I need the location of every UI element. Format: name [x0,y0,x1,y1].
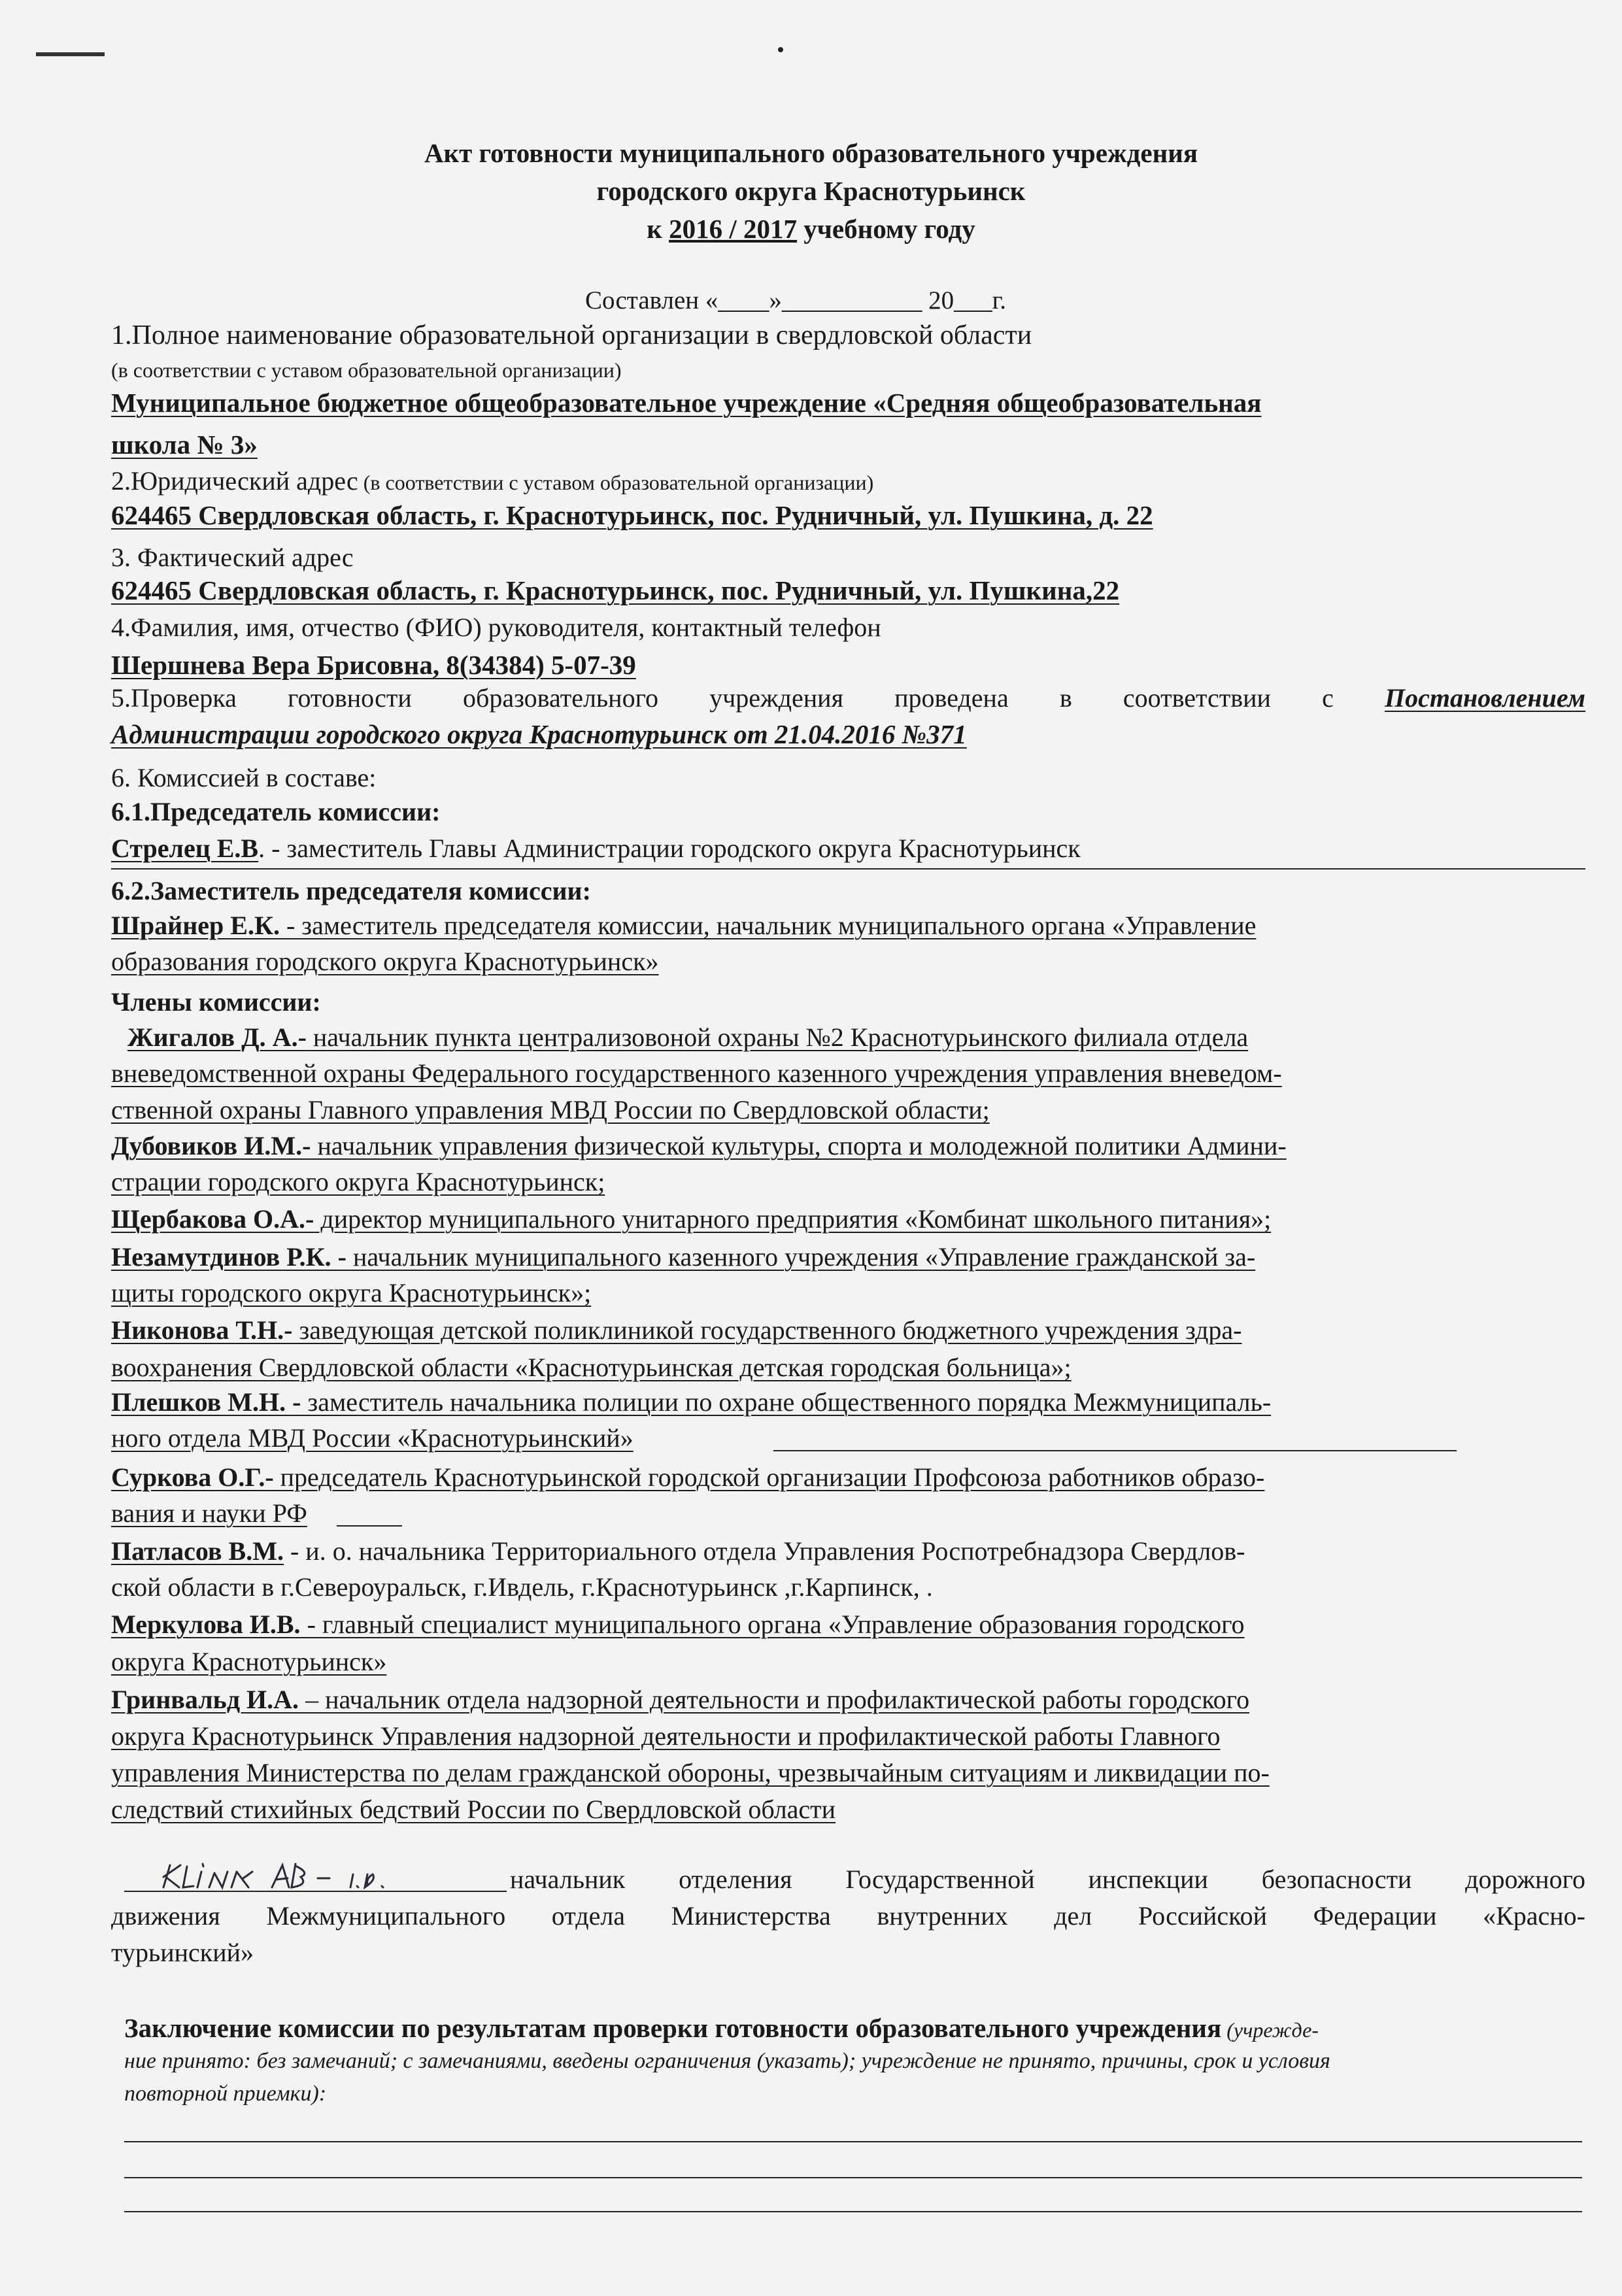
scan-mark [36,52,105,56]
member-10-line-4: следствий стихийных бедствий России по Свердловской области [111,1795,836,1824]
s5-line-1 [111,685,1585,711]
member-1-line-1: Жигалов Д. А.- начальник пункта централизовоной охраны №2 Краснотурьинского филиала отдела [127,1022,1249,1052]
member-11-line-2: движения Межмуниципального отдела Министерства внутренних дел Российской Федерации «Красно- [111,1901,1585,1931]
s1-value-2: школа № 3» [111,430,258,460]
member-4-name: Незамутдинов Р.К. - [111,1242,346,1272]
s4-label: 4.Фамилия, имя, отчество (ФИО) руководителя, контактный телефон [111,613,881,642]
school-year: 2016 / 2017 [669,214,798,244]
conclusion-note-2: ние принято: без замечаний; с замечаниями, введены ограничения (указать); учреждение не принято, причины, срок и условия [124,2049,1330,2073]
member-9-line-2: округа Краснотурьинск» [111,1647,387,1676]
member-5-line-1: Никонова Т.Н.- заведующая детской поликлиникой государственного бюджетного учреждения здра- [111,1315,1242,1345]
member-8-line-2: ской области в г.Североуральск, г.Ивдель, г.Краснотурьинск ,г.Карпинск, . [111,1572,933,1602]
member-1-name: Жигалов Д. А.- [127,1022,307,1052]
conclusion-rule-1 [124,2141,1582,2142]
deputy-name: Шрайнер Е.К. [111,911,280,940]
chair-rule [111,868,1585,869]
member-10-line-2: округа Краснотурьинск Управления надзорной деятельности и профилактической работы Главного [111,1721,1221,1751]
conclusion-note-1: (учрежде- [1221,2018,1319,2042]
s5-value-2: Администрации городского округа Краснотурьинск от 21.04.2016 №371 [111,719,967,749]
member-6-name: Плешков М.Н. - [111,1387,301,1417]
s61-label: 6.1.Председатель комиссии: [111,797,441,826]
member-10-name: Гринвальд И.А. [111,1685,299,1714]
member-3-name: Щербакова О.А.- [111,1204,314,1234]
member-2-name: Дубовиков И.М.- [111,1131,311,1160]
member-1-line-2: вневедомственной охраны Федерального государственного казенного учреждения управления вневедом- [111,1058,1282,1088]
scan-dot [778,47,783,52]
deputy-line-1 [111,913,1256,939]
conclusion-rule-2 [124,2177,1582,2178]
member-10-line-1: Гринвальд И.А. – начальник отдела надзорной деятельности и профилактической работы городского [111,1685,1250,1714]
member-6-rule [773,1450,1457,1451]
conclusion-label: Заключение комиссии по результатам проверки готовности образовательного учреждения [124,2013,1222,2043]
s5-label: 5.Проверка готовности образовательного учреждения проведена в соответствии с [111,683,1385,713]
s2-note: (в соответствии с уставом образовательной организации) [358,471,874,494]
conclusion-note-3: повторной приемки): [124,2082,327,2106]
s6-label: 6. Комиссией в составе: [111,763,377,792]
member-4-line-2: щиты городского округа Краснотурьинск»; [111,1278,592,1308]
deputy-text-1: - заместитель председателя комиссии, начальник муниципального органа «Управление [279,911,1257,940]
s2-label-line [111,468,873,494]
member-11-line-1: начальник отделения Государственной инспекции безопасности дорожного [510,1865,1585,1894]
member-9-name: Меркулова И.В. [111,1610,301,1639]
s2-value: 624465 Свердловская область, г. Краснотурьинск, пос. Рудничный, ул. Пушкина, д. 22 [111,500,1153,530]
s62-label: 6.2.Заместитель председателя комиссии: [111,876,591,905]
member-7-name: Суркова О.Г.- [111,1462,274,1492]
member-5-name: Никонова Т.Н.- [111,1315,293,1345]
s1-label: 1.Полное наименование образовательной организации в свердловской области [111,320,1032,350]
handwritten-signature [124,1859,507,1897]
title-line-2: городского округа Краснотурьинск [596,176,1026,206]
member-8-line-1: Патласов В.М. - и. о. начальника Территориального отдела Управления Роспотребнадзора Свердлов- [111,1536,1245,1566]
members-label: Члены комиссии: [111,987,321,1017]
s1-value-1: Муниципальное бюджетное общеобразовательное учреждение «Средняя общеобразовательная [111,388,1262,418]
member-2-line-1: Дубовиков И.М.- начальник управления физической культуры, спорта и молодежной политики Админи- [111,1131,1287,1160]
member-3-line-1: Щербакова О.А.- директор муниципального унитарного предприятия «Комбинат школьного питания»; [111,1204,1272,1234]
s1-note: (в соответствии с уставом образовательной организации) [111,358,622,382]
chair-line [111,836,1081,862]
member-1-line-3: ственной охраны Главного управления МВД России по Свердловской области; [111,1095,990,1124]
s3-value: 624465 Свердловская область, г. Краснотурьинск, пос. Рудничный, ул. Пушкина,22 [111,575,1120,605]
deputy-line-2: образования городского округа Краснотурьинск» [111,947,659,976]
member-7-rule [337,1525,402,1527]
title-line-1: Акт готовности муниципального образовательного учреждения [424,138,1198,168]
title-line-3 [0,213,1622,245]
title-suffix: учебному году [797,214,975,244]
compiled-date: Составлен «____»___________ 20___г. [585,286,1007,314]
member-6-line-2: ного отдела МВД России «Краснотурьинский» [111,1423,634,1453]
title-prefix: к [647,214,669,244]
chair-name: Стрелец Е.В [111,834,259,863]
member-11-line-3: турьинский» [111,1938,254,1967]
s5-value-1: Постановлением [1385,683,1585,713]
s3-label: 3. Фактический адрес [111,543,354,572]
chair-text: . - заместитель Главы Администрации городского округа Краснотурьинск [258,834,1081,863]
conclusion-rule-3 [124,2211,1582,2212]
member-8-name: Патласов В.М. [111,1536,284,1566]
member-7-line-1: Суркова О.Г.- председатель Краснотурьинской городской организации Профсоюза работников образо- [111,1462,1265,1492]
s4-value: Шершнева Вера Брисовна, 8(34384) 5-07-39 [111,650,636,680]
member-2-line-2: страции городского округа Краснотурьинск; [111,1167,605,1196]
conclusion-line-1 [124,2015,1319,2042]
member-10-line-3: управления Министерства по делам гражданской обороны, чрезвычайным ситуациям и ликвидации по- [111,1758,1270,1787]
member-9-line-1: Меркулова И.В. - главный специалист муниципального органа «Управление образования городского [111,1610,1245,1639]
member-7-line-2: вания и науки РФ [111,1498,307,1528]
member-6-line-1: Плешков М.Н. - заместитель начальника полиции по охране общественного порядка Межмуниципаль- [111,1387,1272,1417]
member-4-line-1: Незамутдинов Р.К. - начальник муниципального казенного учреждения «Управление гражданской за- [111,1242,1256,1272]
member-5-line-2: воохранения Свердловской области «Краснотурьинская детская городская больница»; [111,1353,1072,1382]
s2-label: 2.Юридический адрес [111,466,358,496]
